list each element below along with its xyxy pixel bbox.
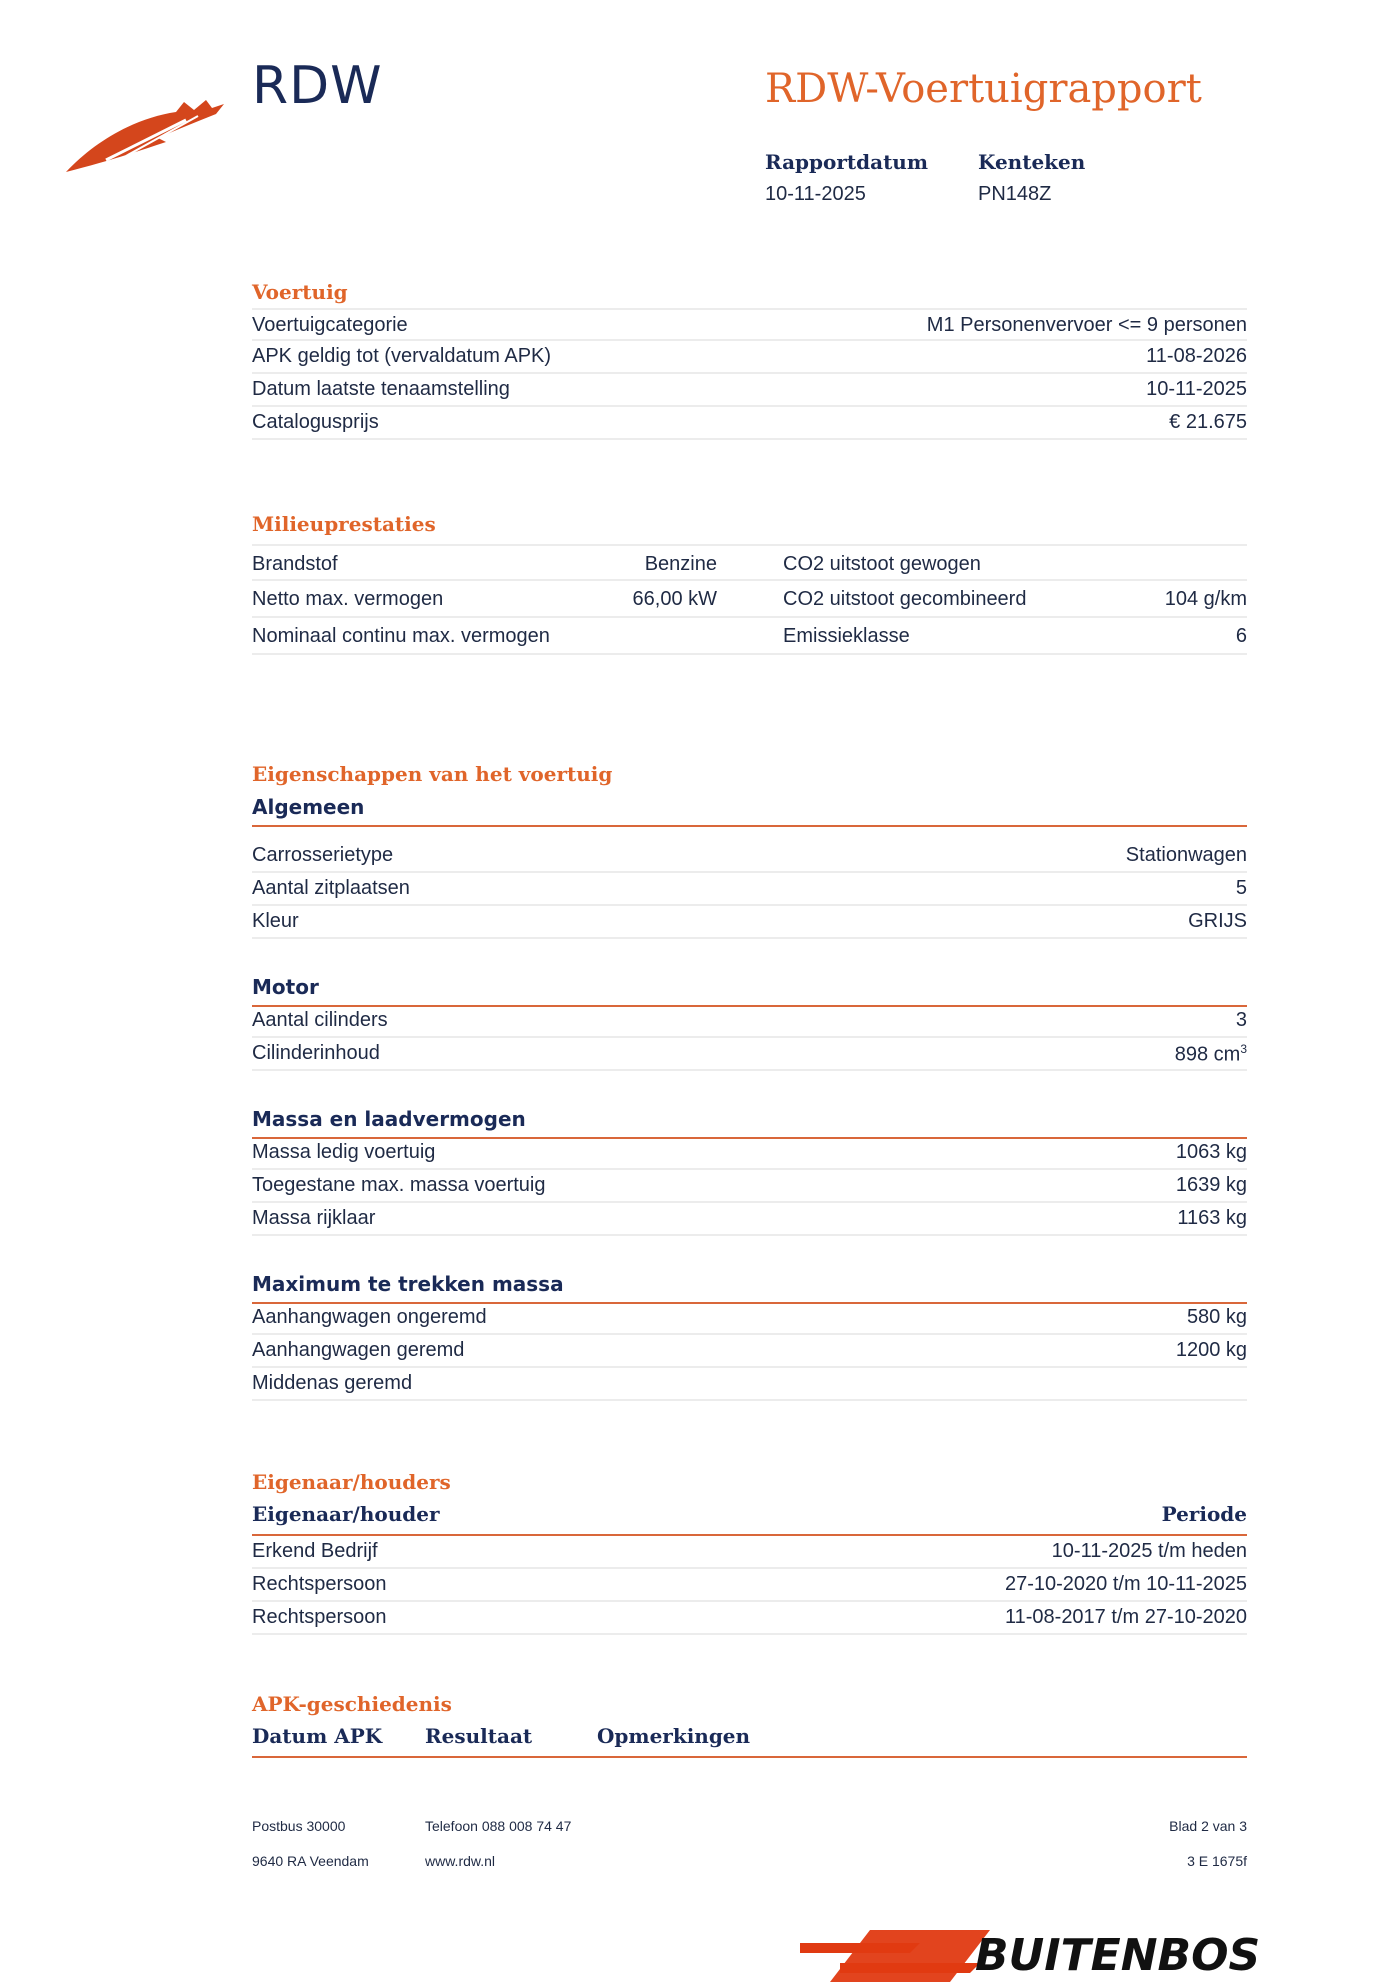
row-value: 6 [1235,625,1247,647]
row-label: CO2 uitstoot gewogen [783,553,981,575]
footer-address-1: Postbus 30000 [252,1818,346,1834]
table-row [252,407,1247,440]
row-label: Netto max. vermogen [252,588,444,610]
row-value: 11-08-2017 t/m 27-10-2020 [1004,1606,1247,1628]
row-label: Datum laatste tenaamstelling [252,378,510,400]
section-title-eigenaar: Eigenaar/houders [252,1470,451,1494]
section-title-milieu: Milieuprestaties [252,512,436,536]
column-header-remarks: Opmerkingen [597,1724,751,1748]
table-row [252,1536,1247,1569]
section-title-apk: APK-geschiedenis [252,1692,452,1716]
row-label: Emissieklasse [783,625,910,647]
plate-value: PN148Z [978,183,1052,205]
table-row [252,1368,1247,1401]
row-value: GRIJS [1188,910,1247,932]
row-label: Rechtspersoon [252,1606,387,1628]
row-label: Middenas geremd [252,1372,413,1394]
row-label: Nominaal continu max. vermogen [252,625,550,647]
row-value: 1200 kg [1175,1339,1247,1361]
row-value: M1 Personenvervoer <= 9 personen [926,314,1247,336]
table-row [252,1569,1247,1602]
table-row [252,1038,1247,1071]
row-value: 3 [1235,1009,1247,1031]
table-row [252,840,1247,873]
row-value: 1163 kg [1177,1207,1247,1229]
section-title-eigenschappen: Eigenschappen van het voertuig [252,762,613,786]
section-title-voertuig: Voertuig [252,280,348,304]
column-header-owner: Eigenaar/houder [252,1502,440,1526]
row-label: Voertuigcategorie [252,314,408,336]
row-label: Carrosserietype [252,844,394,866]
table-row [252,906,1247,939]
row-label: APK geldig tot (vervaldatum APK) [252,345,552,367]
table-row [252,1005,1247,1038]
row-value: Benzine [644,553,717,575]
table-row [252,873,1247,906]
table-row [252,1302,1247,1335]
report-title: RDW-Voertuigrapport [765,66,1202,112]
row-label: Massa rijklaar [252,1207,376,1229]
table-row [252,618,1247,655]
row-label: Massa ledig voertuig [252,1141,436,1163]
table-row [252,374,1247,407]
plate-label: Kenteken [978,150,1086,174]
column-header-period: Periode [1161,1502,1247,1526]
brand-name: RDW [252,56,383,116]
table-header [252,1722,1247,1758]
row-value: 66,00 kW [632,588,717,610]
subsection-title-trekken: Maximum te trekken massa [252,1272,1247,1304]
row-value: 10-11-2025 [1146,378,1247,400]
table-header [252,1500,1247,1536]
row-label: Rechtspersoon [252,1573,387,1595]
subsection-title-massa: Massa en laadvermogen [252,1107,1247,1139]
buitenbos-wordmark: BUITENBOS [975,1930,1261,1981]
row-value: € 21.675 [1169,411,1247,433]
row-label: Aanhangwagen ongeremd [252,1306,487,1328]
row-value: 580 kg [1186,1306,1247,1328]
row-label: Erkend Bedrijf [252,1540,378,1562]
footer-website: www.rdw.nl [425,1853,496,1869]
report-date-label: Rapportdatum [765,150,929,174]
footer-code: 3 E 1675f [1187,1853,1247,1869]
row-value: 5 [1235,877,1247,899]
row-label: Aanhangwagen geremd [252,1339,465,1361]
row-label: Cilinderinhoud [252,1042,380,1064]
row-value: 1639 kg [1175,1174,1247,1196]
subsection-title-motor: Motor [252,975,1247,1007]
row-value: 1063 kg [1175,1141,1247,1163]
row-label: Kleur [252,910,299,932]
row-value: 898 $cm^3$ [1174,1042,1247,1066]
table-row [252,544,1247,581]
buitenbos-logo-icon [800,1925,1400,1982]
footer-address-2: 9640 RA Veendam [252,1853,369,1869]
rdw-logo-icon [66,90,226,175]
report-date-value: 10-11-2025 [765,183,866,205]
row-label: Aantal cilinders [252,1009,388,1031]
table-row [252,581,1247,618]
subsection-title-algemeen: Algemeen [252,795,1247,827]
row-label: Brandstof [252,553,338,575]
table-row [252,341,1247,374]
row-label: Toegestane max. massa voertuig [252,1174,546,1196]
footer-phone: Telefoon 088 008 74 47 [425,1818,572,1834]
footer-page-number: Blad 2 van 3 [1169,1818,1247,1834]
row-value: 10-11-2025 t/m heden [1051,1540,1247,1562]
table-row [252,1602,1247,1635]
row-value: 27-10-2020 t/m 10-11-2025 [1004,1573,1247,1595]
column-header-date: Datum APK [252,1724,383,1748]
row-label: Aantal zitplaatsen [252,877,410,899]
row-label: Catalogusprijs [252,411,379,433]
row-value: Stationwagen [1125,844,1247,866]
table-row [252,308,1247,341]
table-row [252,1335,1247,1368]
row-label: CO2 uitstoot gecombineerd [783,588,1027,610]
row-value: 104 g/km [1164,588,1247,610]
table-row [252,1170,1247,1203]
column-header-result: Resultaat [425,1724,533,1748]
table-row [252,1203,1247,1236]
row-value: 11-08-2026 [1146,345,1247,367]
table-row [252,1137,1247,1170]
